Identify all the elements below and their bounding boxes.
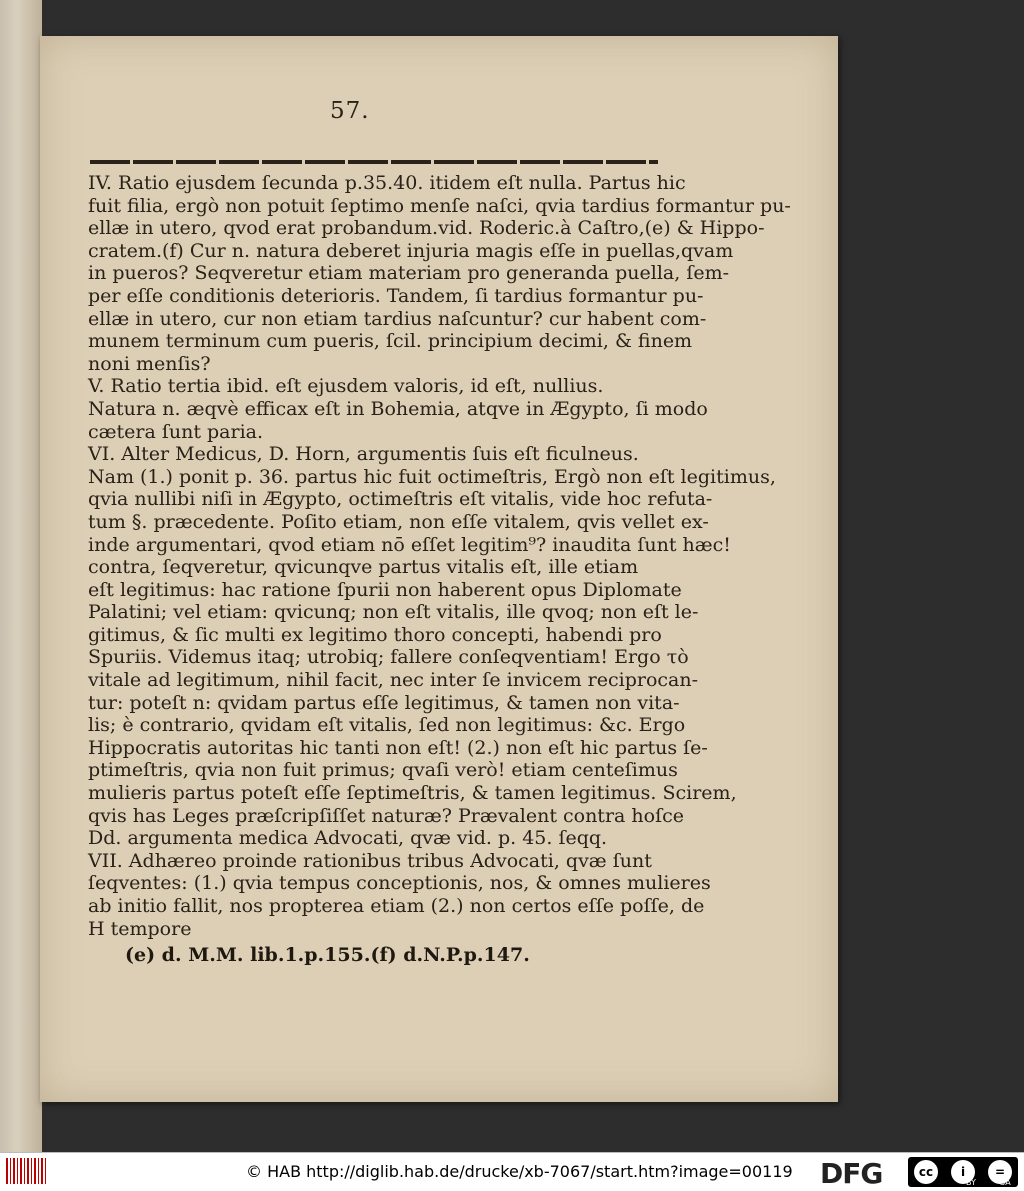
text-line: V. Ratio tertia ibid. eſt ejusdem valoris, id eſt, nullius. [88,375,604,398]
text-line: ellæ in utero, cur non etiam tardius naſcuntur? cur habent com- [88,307,707,330]
text-line: noni menſis? [88,352,211,375]
text-line: Dd. argumenta medica Advocati, qvæ vid. p. 45. ſeqq. [88,827,608,850]
sa-icon: = [988,1160,1012,1184]
text-line: H tempore [88,917,192,940]
text-line: tum §. præcedente. Poſito etiam, non eſſe vitalem, qvis vellet ex- [88,510,709,533]
barcode-icon [6,1158,46,1184]
text-line: fuit filia, ergò non potuit ſeptimo menſe naſci, qvia tardius formantur pu- [88,194,791,217]
text-line: Spuriis. Videmus itaq; utrobiq; fallere conſeqventiam! Ergo τὸ [88,646,689,669]
dfg-logo[interactable]: DFG [820,1157,883,1190]
text-line: in pueros? Seqveretur etiam materiam pro generanda puella, ſem- [88,262,730,285]
text-line: cratem.(f) Cur n. natura deberet injuria magis eſſe in puellas,qvam [88,239,734,262]
text-line: cætera ſunt paria. [88,420,264,443]
text-line: ſeqventes: (1.) qvia tempus conceptionis, nos, & omnes mulieres [88,872,711,895]
text-line: eſt legitimus: hac ratione ſpurii non haberent opus Diplomate [88,578,682,601]
text-line: lis; è contrario, qvidam eſt vitalis, ſed non legitimus: &c. Ergo [88,714,686,737]
text-line: VI. Alter Medicus, D. Horn, argumentis ſuis eſt ficulneus. [88,443,639,466]
text-line: IV. Ratio ejusdem ſecunda p.35.40. itidem eſt nulla. Partus hic [88,172,686,194]
header-rule [90,160,658,164]
text-line: gitimus, & ſic multi ex legitimo thoro concepti, habendi pro [88,623,662,646]
text-line: qvis has Leges præſcripſiſſet naturæ? Prævalent contra hoſce [88,804,684,827]
book-edge [0,0,42,1152]
by-label: BY [966,1178,976,1187]
by-icon: i [951,1160,975,1184]
text-line: per eſſe conditionis deterioris. Tandem, ſi tardius formantur pu- [88,284,704,307]
text-line: munem terminum cum pueris, ſcil. principium decimi, & finem [88,330,693,353]
footnote: (e) d. M.M. lib.1.p.155.(f) d.N.P.p.147. [125,944,530,966]
text-line: mulieris partus poteſt eſſe ſeptimeſtris, & tamen legitimus. Scirem, [88,782,737,805]
text-line: contra, ſeqveretur, qvicunqve partus vitalis eſt, ille etiam [88,556,639,579]
status-bar [0,1152,1024,1191]
cc-icon: cc [914,1160,938,1184]
text-line: ellæ in utero, qvod erat probandum.vid. Roderic.à Caſtro,(e) & Hippo- [88,217,765,240]
text-line: tur: poteſt n: qvidam partus eſſe legitimus, & tamen non vita- [88,691,680,714]
page-number: 57. [330,98,370,124]
cc-license-badge[interactable] [908,1157,1018,1187]
text-line: VII. Adhæreo proinde rationibus tribus Advocati, qvæ ſunt [88,849,652,872]
sa-label: SA [1000,1178,1011,1187]
text-line: Natura n. æqvè efficax eſt in Bohemia, atqve in Ægypto, ſi modo [88,397,708,420]
text-line: Nam (1.) ponit p. 36. partus hic fuit octimeſtris, Ergò non eſt legitimus, [88,465,776,488]
text-line: Hippocratis autoritas hic tanti non eſt! (2.) non eſt hic partus ſe- [88,736,708,759]
page-text [88,172,791,940]
copyright-link[interactable]: © HAB http://diglib.hab.de/drucke/xb-7067/start.htm?image=00119 [246,1162,793,1181]
text-line: ptimeſtris, qvia non fuit primus; qvaſi verò! etiam centeſimus [88,759,678,782]
text-line: ab initio fallit, nos propterea etiam (2.) non certos eſſe poſſe, de [88,895,705,917]
text-line: Palatini; vel etiam: qvicunq; non eſt vitalis, ille qvoq; non eſt le- [88,601,699,624]
text-line: qvia nullibi niſi in Ægypto, octimeſtris eſt vitalis, vide hoc refuta- [88,488,713,511]
text-line: inde argumentari, qvod etiam nō eſſet legitim⁹? inaudita ſunt hæc! [88,533,731,556]
text-line: vitale ad legitimum, nihil facit, nec inter ſe invicem reciprocan- [88,669,699,692]
